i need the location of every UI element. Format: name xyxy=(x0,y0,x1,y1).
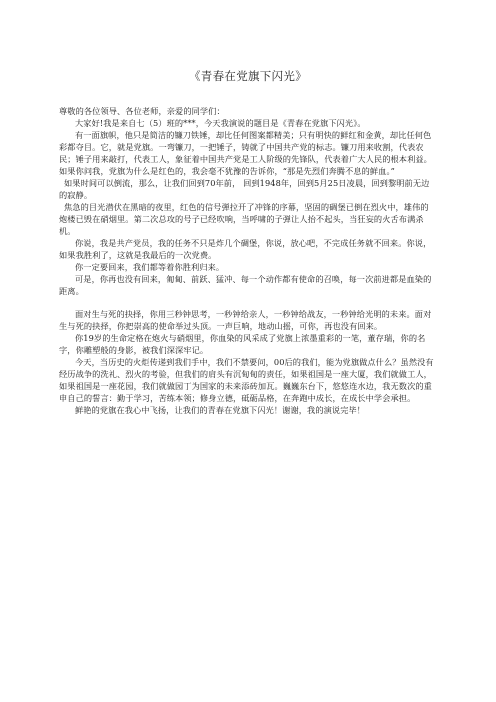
battle-paragraph: 焦急的目光潜伏在黑暗的夜里，红色的信号弹拉开了冲锋的序幕，坚固的碉堡已倒在烈火中，雄伟的炮楼已毁在硝烟里。第二次总攻的号子已经吹响，当呼啸的子弹让人抬不起头，当狂妄的火舌布满杀机。 xyxy=(59,202,429,236)
charge-paragraph: 可是，你再也没有回来，匍匐、前跃、猛冲、每一个动作都有使命的召唤，每一次前进都是血染的距离。 xyxy=(59,274,432,296)
flag-paragraph: 有一面旗帜，他只是简洁的镰刀铁锤，却比任何图案都精美；只有明快的鲜红和金黄，却比任何色彩都夺目。它，就是党旗。一弯镰刀，一把锤子，铸就了中国共产党的标志。镰刀用来收割，代表农民；锤子用来敲打，代表工人，象征着中国共产党是工人阶级的先锋队，代表着广大人民的根本利益。如果你问我，党旗为什么是红色的，我会毫不犹豫的告诉你，“那是先烈们奔腾不息的鲜血。” xyxy=(59,130,432,176)
today-paragraph: 今天，当历史的火炬传递到我们手中，我们不禁要问，00后的我们，能为党旗做点什么？虽然没有经历战争的洗礼、烈火的考验，但我们的肩头有沉甸甸的责任，如果祖国是一座大厦，我们就做工人，如果祖国是一座花园，我们就做园丁为国家的未来添砖加瓦。巍巍东台下，悠悠连水边，我无数次的重申自己的誓言：勤于学习，苦练本领；修身立德，砥砺品格，在奔跑中成长，在成长中学会承担。 xyxy=(59,357,434,403)
member-paragraph: 你说，我是共产党员，我的任务不只是炸几个碉堡，你说，放心吧，不完成任务就不回来。你说，如果我胜利了，这就是我最后的一次党费。 xyxy=(59,238,432,260)
closing-paragraph: 鲜艳的党旗在我心中飞扬，让我们的青春在党旗下闪光！谢谢，我的演说完毕！ xyxy=(75,405,366,415)
memory-paragraph: 你19岁的生命定格在炮火与硝烟里，你血染的风采成了党旗上浓墨重彩的一笔，董存瑞，你的名字，你雕塑般的身影，被我们深深牢记。 xyxy=(59,333,426,355)
choice-paragraph: 面对生与死的抉择，你用三秒钟思考，一秒钟给亲人，一秒钟给战友，一秒钟给光明的未来。面对生与死的抉择，你把崇高的使命举过头顶。一声巨响，地动山摇，可你，再也没有回来。 xyxy=(59,309,432,331)
document-body xyxy=(59,105,434,416)
document-title: 《青春在党旗下闪光》 xyxy=(189,69,307,83)
intro-paragraph: 大家好!我是来自七（5）班的***，今天我演说的题目是《青春在党旗下闪光》。 xyxy=(75,118,366,128)
time-paragraph: 如果时间可以倒流，那么，让我们回到70年前， 回到1948年，回到5月25日凌晨，回到黎明前无边的寂静。 xyxy=(59,178,430,200)
salutation-paragraph: 尊敬的各位领导、各位老师，亲爱的同学们： xyxy=(59,106,225,116)
return-paragraph: 你一定要回来，我们都等着你胜利归来。 xyxy=(75,262,225,272)
